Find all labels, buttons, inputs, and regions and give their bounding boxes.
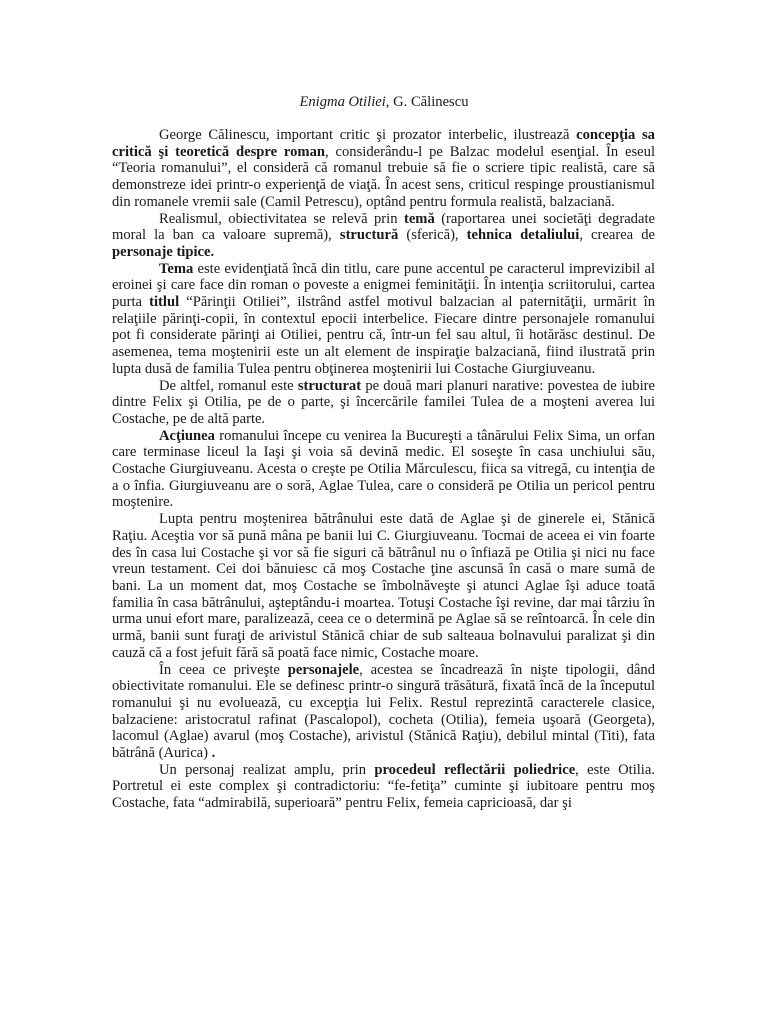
text-run: , acestea se încadrează în nişte tipologii, dând obiectivitate romanului. Ele se definesc printr-o singură trăsătură, fixată încă de la începutul romanului şi nu evoluează, cu excepţia lui Felix. Restul reprezintă caracterele clasice, balzaciene: aristocratul rafinat (Pascalopol), cocheta (Otilia), femeia uşoară (Georgeta), lacomul (Aglae) avarul (moş Costache), arivistul (Stănică Raţiu), debilul mintal (Titi), fata bătrână (Aurica) (112, 661, 655, 762)
bold-run: procedeul reflectării poliedrice (374, 761, 576, 778)
paragraph (112, 261, 655, 378)
text-run: “Părinţii Otiliei”, ilstrând astfel motivul balzacian al paternităţii, urmărit în relaţiile părinţi-copii, în contextul epocii interbelice. Fiecare dintre personajele romanului pot fi considerate părinţi ai Otiliei, pentru că, într-un fel sau altul, îi hotărăsc destinul. De asemenea, tema moştenirii este un alt element de inspiraţie balzaciană, fiind ilustrată prin lupta dusă de familia Tulea pentru obţinerea moştenirii lui Costache Giurgiuveanu. (112, 294, 656, 377)
bold-run: titlul (149, 294, 180, 311)
text-run: Lupta pentru moştenirea bătrânului este dată de Aglae şi de ginerele ei, Stănică Raţiu. Aceştia vor să pună mâna pe banii lui C. Giurgiuveanu. Tocmai de aceea ei vin foarte des în casa lui Costache şi vor să fie siguri că bătrânul nu o înfiază pe Otilia şi nici nu face vreun testament. Cei doi bănuiesc că moş Costache ţine ascunsă în casă o mare sumă de bani. La un moment dat, moş Costache se îmbolnăveşte şi atunci Aglae îşi aduce toată familia în casa bătrânului, aşteptându-i moartea. Totuşi Costache îşi revine, dar mai târziu în urma unui efort mare, paralizează, ceea ce o determină pe Aglae să se reîntoarcă. În cele din urmă, banii sunt furaţi de arivistul Stănică chiar de sub salteaua bolnavului paralizat şi din cauză că a fost jefuit fără să poată face nimic, Costache moare. (112, 511, 655, 661)
paragraph (112, 211, 655, 261)
text-run: , considerându-l pe Balzac modelul esenţial. În eseul “Teoria romanului”, el consideră că romanul trebuie să fie o scriere tipic realistă, care să demonstreze idei printr-o experienţă de viaţă. În acest sens, criticul respinge proustianismul din romanele vremii sale (Camil Petrescu), optând pentru formula realistă, balzaciană. (112, 143, 656, 210)
bold-run: concepţia sa critică şi teoretică despre roman (112, 127, 655, 160)
bold-run: Acţiunea (159, 427, 215, 444)
document-body (112, 127, 655, 812)
text-run: Realismul, obiectivitatea se relevă prin (159, 210, 404, 227)
text-run: , este Otilia. Portretul ei este complex şi contradictoriu: “fe-fetiţa” cuminte şi iubitoare pentru moş Costache, fata “admirabilă, superioară” pentru Felix, femeia capricioasă, dar şi (112, 761, 655, 812)
text-run: este evidenţiată încă din titlu, care pune accentul pe caracterul imprevizibil al eroinei şi care face din roman o poveste a enigmei feminităţii. În intenţia scriitorului, cartea purta (112, 260, 655, 311)
text-run: (sferică), (398, 227, 467, 244)
bold-run: structură (339, 227, 399, 244)
bold-run: personaje tipice. (112, 243, 215, 260)
text-run: George Călinescu, important critic şi prozator interbelic, ilustrează (159, 127, 577, 143)
text-run: (raportarea unei societăţi degradate moral la ban ca valoare supremă), (112, 210, 655, 244)
text-run: , crearea de (579, 227, 655, 244)
paragraph (112, 127, 655, 211)
text-run: romanului începe cu venirea la Bucureşti a tânărului Felix Sima, un orfan care terminase liceul la Iaşi şi voia să devină medic. El soseşte în casa unchiului său, Costache Giurgiuveanu. Acesta o creşte pe Otilia Mărculescu, fiica sa vitregă, cu intenţia de a o înfia. Giurgiuveanu are o soră, Aglae Tulea, care o consideră pe Otilia un pericol pentru moştenire. (112, 427, 655, 511)
paragraph (112, 511, 655, 661)
text-run: În ceea ce priveşte (159, 661, 288, 678)
document-title (0, 94, 768, 111)
bold-run: Tema (159, 260, 194, 277)
paragraph (112, 762, 655, 812)
text-run: Un personaj realizat amplu, prin (159, 761, 375, 778)
text-run: pe două mari planuri narative: povestea de iubire dintre Felix şi Otilia, pe de o parte, şi încercările familei Tulea de a moşteni averea lui Costache, pe de altă parte. (112, 377, 655, 427)
text-run: De altfel, romanul este (159, 377, 298, 394)
paragraph (112, 662, 655, 762)
bold-run: structurat (297, 377, 362, 394)
bold-run: tehnica detaliului (466, 227, 580, 244)
paragraph (112, 428, 655, 512)
bold-run: personajele (287, 661, 360, 678)
title-author: G. Călinescu (389, 94, 469, 110)
bold-run: . (211, 745, 216, 762)
bold-run: temă (403, 210, 435, 227)
paragraph (112, 378, 655, 428)
title-italic: Enigma Otiliei, (299, 94, 390, 110)
